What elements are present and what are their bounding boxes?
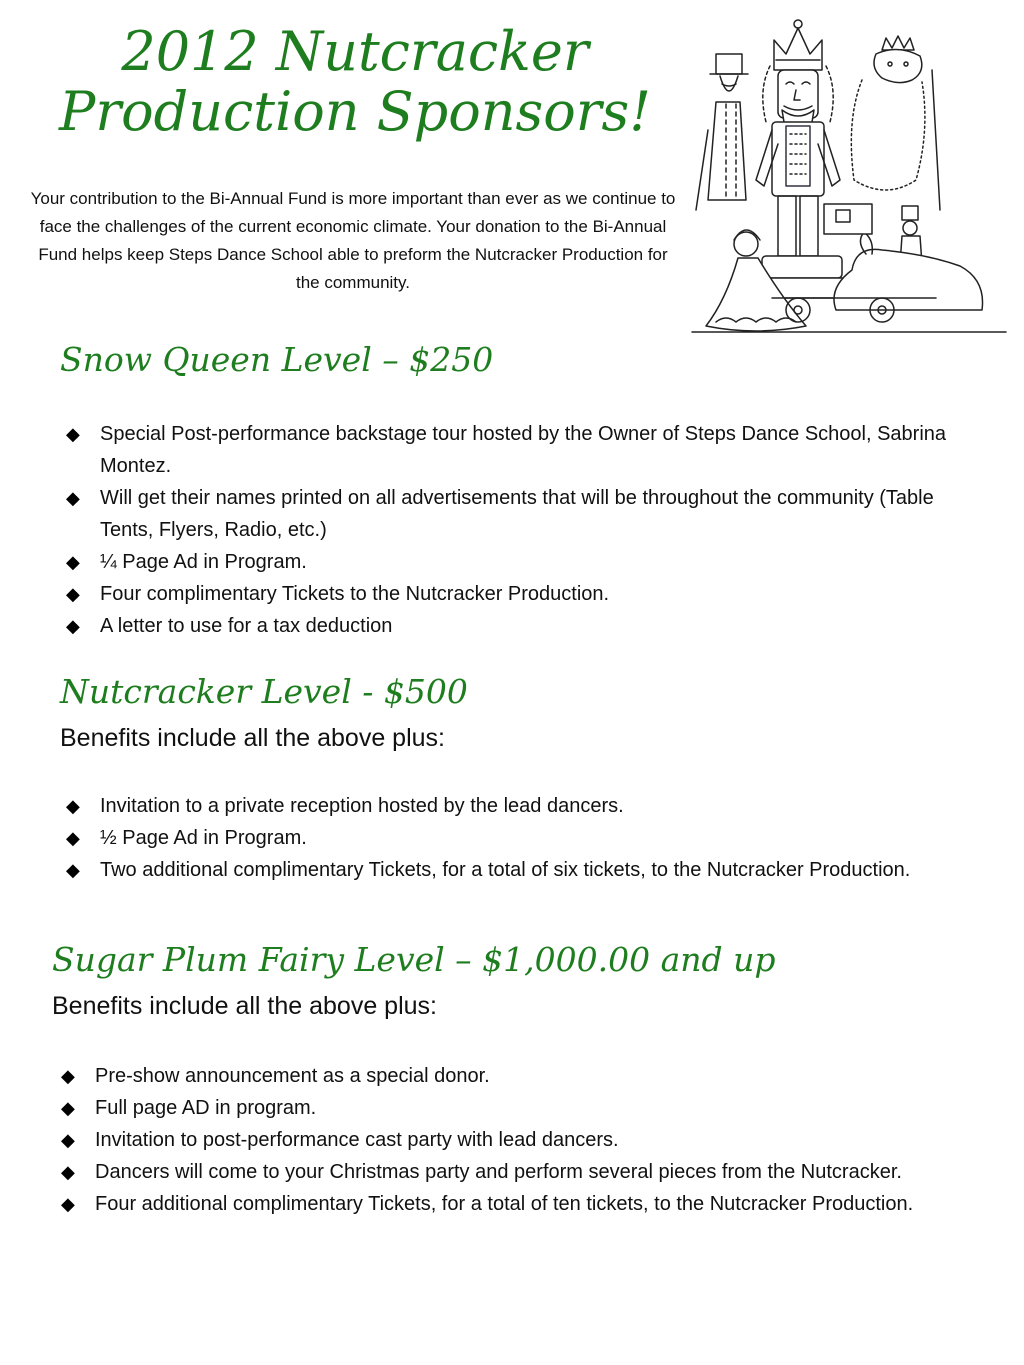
list-item: ◆ Dancers will come to your Christmas party and perform several pieces from the Nutcracker. [55, 1156, 955, 1188]
nutcracker-benefits-list [60, 790, 970, 886]
list-item: ◆ Invitation to post-performance cast party with lead dancers. [55, 1124, 955, 1156]
list-item: ◆ ½ Page Ad in Program. [60, 822, 970, 854]
diamond-bullet-icon: ◆ [61, 1098, 75, 1118]
diamond-bullet-icon: ◆ [61, 1194, 75, 1214]
nutcracker-illustration [686, 10, 1016, 342]
intro-paragraph: Your contribution to the Bi-Annual Fund is more important than ever as we continue to face the challenges of the current economic climate. Your donation to the Bi-Annual Fund helps keep Steps Dance School able to preform the Nutcracker Production for the community. [30, 189, 676, 292]
page-title [10, 22, 700, 142]
list-item: ◆ Four additional complimentary Tickets, for a total of ten tickets, to the Nutcracker Production. [55, 1188, 955, 1220]
nutcracker-level-heading: Nutcracker Level - $500 [60, 672, 468, 711]
diamond-bullet-icon: ◆ [66, 424, 80, 444]
list-item: ◆ A letter to use for a tax deduction [60, 610, 965, 642]
diamond-bullet-icon: ◆ [61, 1130, 75, 1150]
snow-queen-benefits-list [60, 418, 965, 642]
list-item: ◆ Pre-show announcement as a special donor. [55, 1060, 955, 1092]
diamond-bullet-icon: ◆ [61, 1066, 75, 1086]
title-line-1: 2012 Nutcracker [121, 20, 589, 83]
sugar-plum-fairy-benefits-list [55, 1060, 955, 1220]
diamond-bullet-icon: ◆ [66, 552, 80, 572]
snow-queen-level-heading: Snow Queen Level – $250 [60, 340, 494, 379]
sugar-plum-fairy-level-subheading: Benefits include all the above plus: [52, 992, 437, 1020]
diamond-bullet-icon: ◆ [66, 584, 80, 604]
list-item: ◆ ¼ Page Ad in Program. [60, 546, 965, 578]
title-line-2: Production Sponsors! [59, 80, 651, 143]
nutcracker-level-subheading: Benefits include all the above plus: [60, 724, 445, 752]
diamond-bullet-icon: ◆ [66, 616, 80, 636]
sugar-plum-fairy-level-heading: Sugar Plum Fairy Level – $1,000.00 and up [52, 940, 776, 979]
list-item: ◆ Invitation to a private reception hosted by the lead dancers. [60, 790, 970, 822]
diamond-bullet-icon: ◆ [61, 1162, 75, 1182]
list-item: ◆ Four complimentary Tickets to the Nutcracker Production. [60, 578, 965, 610]
diamond-bullet-icon: ◆ [66, 860, 80, 880]
list-item: ◆ Special Post-performance backstage tour hosted by the Owner of Steps Dance School, Sabrina Montez. [60, 418, 965, 482]
diamond-bullet-icon: ◆ [66, 828, 80, 848]
diamond-bullet-icon: ◆ [66, 796, 80, 816]
list-item: ◆ Two additional complimentary Tickets, for a total of six tickets, to the Nutcracker Production. [60, 854, 970, 886]
list-item: ◆ Will get their names printed on all advertisements that will be throughout the community (Table Tents, Flyers, Radio, etc.) [60, 482, 965, 546]
list-item: ◆ Full page AD in program. [55, 1092, 955, 1124]
diamond-bullet-icon: ◆ [66, 488, 80, 508]
